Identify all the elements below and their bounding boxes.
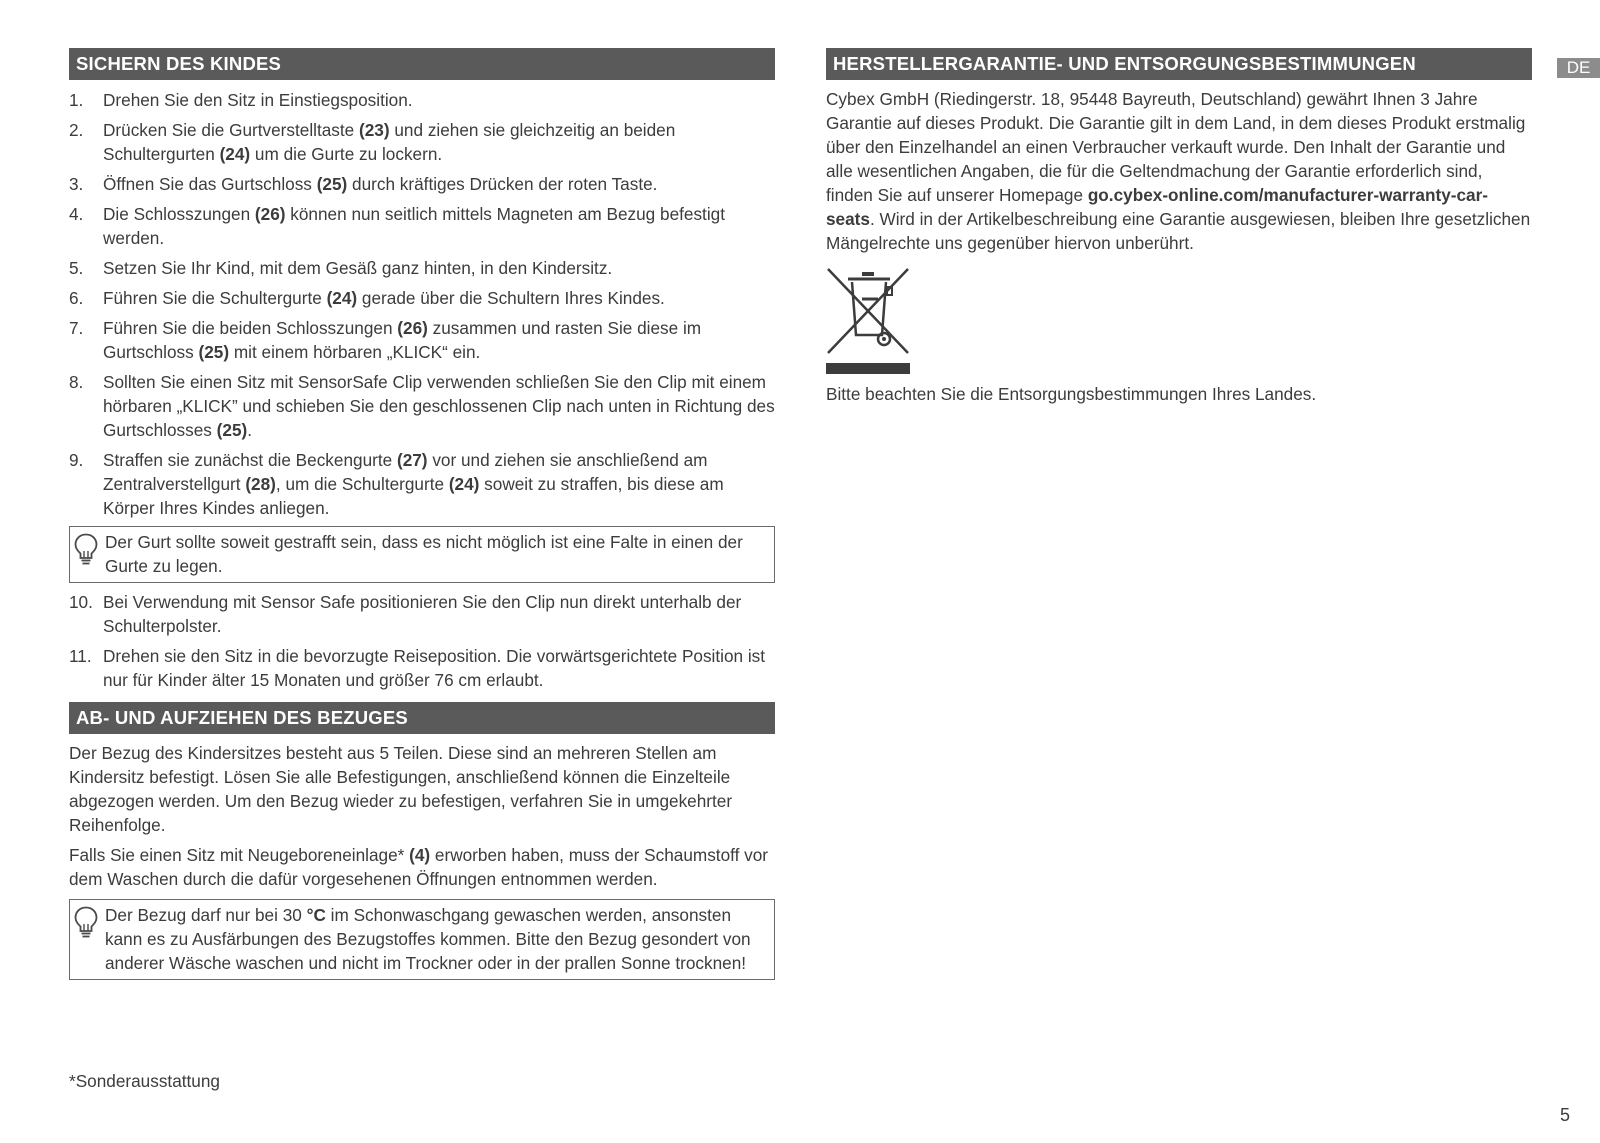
list-item: 11. Drehen sie den Sitz in die bevorzugte Reiseposition. Die vorwärtsgerichtete Position ist nur für Kinder älter 15 Monaten und größer 76 cm erlaubt.: [69, 646, 766, 690]
section-header-warranty: HERSTELLERGARANTIE- UND ENTSORGUNGSBESTIMMUNGEN: [826, 48, 1532, 80]
page-number: 5: [1560, 1105, 1571, 1125]
warranty-paragraph: Cybex GmbH (Riedingerstr. 18, 95448 Bayreuth, Deutschland) gewährt Ihnen 3 Jahre Garantie auf dieses Produkt. Die Garantie gilt in dem Land, in dem dieses Produkt erstmalig über den Einzelhandel an einen Verbraucher verkauft wurde. Den Inhalt der Garantie und alle wesentlichen Angaben, die für die Geltendmachung der Garantie erforderlich sind, finden Sie auf unserer Homepage go.cybex-online.com/manufacturer-warranty-car-seats. Wird in der Artikelbeschreibung eine Garantie ausgewiesen, bleiben Ihre gesetzlichen Mängelrechte uns gegenüber hiervon unberührt.: [826, 89, 1531, 253]
left-column: [69, 48, 775, 985]
list-item: 2. Drücken Sie die Gurtverstelltaste (23) und ziehen sie gleichzeitig an beiden Schultergurten (24) um die Gurte zu lockern.: [69, 120, 676, 164]
ref-number: (4): [409, 845, 431, 865]
list-item: 4. Die Schlosszungen (26) können nun seitlich mittels Magneten am Bezug befestigt werden.: [69, 204, 725, 248]
list-item: 6. Führen Sie die Schultergurte (24) gerade über die Schultern Ihres Kindes.: [69, 288, 665, 308]
lightbulb-icon: [73, 905, 99, 939]
ref-number: (26): [397, 318, 428, 338]
ref-number: (27): [396, 450, 428, 470]
lightbulb-icon: [73, 532, 99, 566]
ref-number: (28): [245, 474, 276, 494]
right-column: [826, 48, 1532, 406]
list-item: 3. Öffnen Sie das Gurtschloss (25) durch kräftiges Drücken der roten Taste.: [69, 174, 658, 194]
list-item: 7. Führen Sie die beiden Schlosszungen (26) zusammen und rasten Sie diese im Gurtschloss (25) mit einem hörbaren „KLICK“ ein.: [69, 318, 702, 362]
list-item: 9. Straffen sie zunächst die Beckengurte (27) vor und ziehen sie anschließend am Zentralverstellgurt (28), um die Schultergurte (24) soweit zu straffen, bis diese am Körper Ihres Kindes anliegen.: [69, 450, 724, 518]
list-item: 5. Setzen Sie Ihr Kind, mit dem Gesäß ganz hinten, in den Kindersitz.: [69, 258, 613, 278]
newborn-insert-paragraph: Falls Sie einen Sitz mit Neugeboreneinlage* (4) erworben haben, muss der Schaumstoff vor dem Waschen durch die dafür vorgesehenen Öffnungen entnommen werden.: [69, 845, 769, 889]
ref-number: (25): [216, 420, 248, 440]
cover-paragraph: Der Bezug des Kindersitzes besteht aus 5 Teilen. Diese sind an mehreren Stellen am Kindersitz befestigt. Lösen Sie alle Befestigungen, anschließend können die Einzelteile abgezogen werden. Um den Bezug wieder zu befestigen, verfahren Sie in umgekehrter Reihenfolge.: [69, 743, 733, 835]
section-header-cover: AB- UND AUFZIEHEN DES BEZUGES: [69, 702, 775, 734]
ref-number: (25): [198, 342, 230, 362]
list-item: 8. Sollten Sie einen Sitz mit SensorSafe Clip verwenden schließen Sie den Clip mit einem hörbaren „KLICK” und schieben Sie den geschlossenen Clip nach unten in Richtung des Gurtschlosses (25).: [69, 372, 775, 440]
ref-number: (25): [316, 174, 348, 194]
disposal-note: Bitte beachten Sie die Entsorgungsbestimmungen Ihres Landes.: [826, 384, 1317, 404]
ref-number: (23): [359, 120, 390, 140]
list-item: 10. Bei Verwendung mit Sensor Safe positionieren Sie den Clip nun direkt unterhalb der Schulterpolster.: [69, 592, 742, 636]
section-header-securing-child: SICHERN DES KINDES: [69, 48, 775, 80]
tip-text: Der Gurt sollte soweit gestrafft sein, dass es nicht möglich ist eine Falte in einen der Gurte zu legen.: [105, 532, 743, 576]
list-item: 1. Drehen Sie den Sitz in Einstiegsposition.: [69, 90, 413, 110]
ref-number: (24): [448, 474, 480, 494]
ref-number: (24): [219, 144, 251, 164]
steps-list-continued: [69, 590, 775, 692]
language-tab: DE: [1557, 58, 1600, 78]
ref-number: (26): [254, 204, 286, 224]
tip-box-washing: Der Bezug darf nur bei 30 °C im Schonwaschgang gewaschen werden, ansonsten kann es zu Ausfärbungen des Bezugstoffes kommen. Bitte den Bezug gesondert von anderer Wäsche waschen und nicht im Trockner oder in der prallen Sonne trocknen!: [69, 899, 775, 980]
warranty-url: go.cybex-online.com/manufacturer-warranty-car-seats: [826, 185, 1489, 229]
crossed-out-wheelie-bin-icon: [826, 267, 910, 375]
steps-list: [69, 88, 775, 520]
ref-number: (24): [326, 288, 358, 308]
footnote: *Sonderausstattung: [69, 1071, 220, 1091]
tip-box-belt: [69, 526, 775, 583]
